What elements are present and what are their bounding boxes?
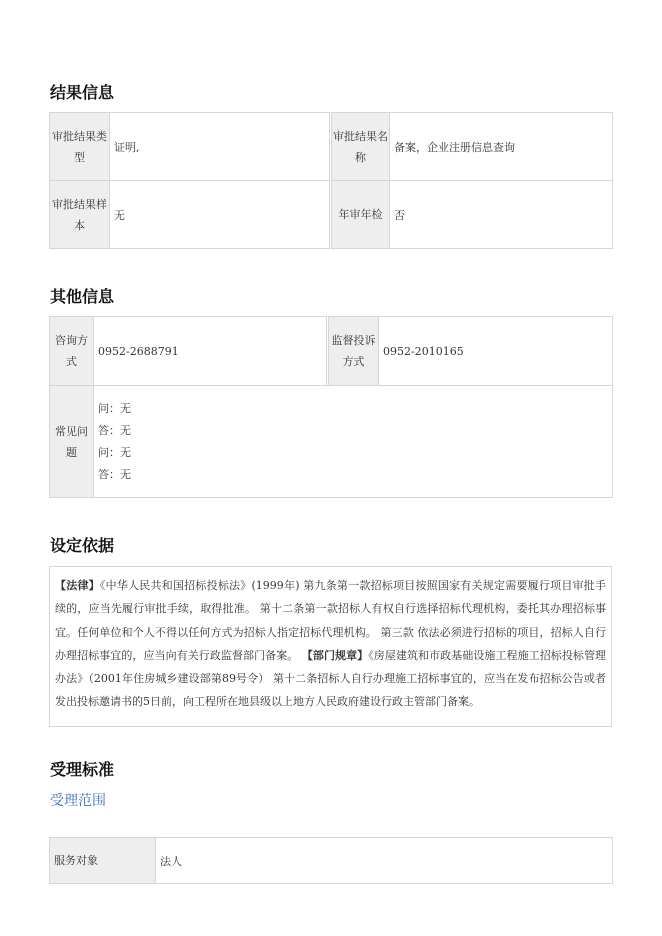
result-type-value: 证明,: [110, 113, 330, 181]
consult-value: 0952-2688791: [94, 317, 327, 386]
law-text: 《中华人民共和国招标投标法》(1999年) 第九条第一款招标项目按照国家有关规定需要履行项目审批手续的，应当先履行审批手续，取得批准。 第十二条第一款招标人有权自行选择招标代理机构，委托其办理招标事宜。任何单位和个人不得以任何方式为招标人指定招标代理机构。 第三款 依法必须进行招标的项目，招标人自行办理招标事宜的，应当向有关行政监督部门备案。: [55, 579, 606, 662]
section-title-other-info: 其他信息: [50, 287, 115, 306]
other-info-table: [49, 316, 613, 498]
result-sample-value: 无: [110, 181, 330, 249]
annual-check-label: 年审年检: [332, 181, 390, 249]
annual-check-value: 否: [390, 181, 613, 249]
faq-line: 答：无: [98, 423, 131, 437]
section-title-acceptance: 受理标准: [50, 760, 115, 779]
result-info-table: [49, 112, 613, 249]
law-tag: 【法律】: [55, 579, 100, 592]
basis-content: [49, 566, 612, 727]
result-name-value: 备案，企业注册信息查询: [390, 113, 613, 181]
rule-text: 《房屋建筑和市政基础设施工程施工招标投标管理办法》（2001年住房城乡建设部第89号令） 第十二条招标人自行办理施工招标事宜的，应当在发布招标公告或者发出投标邀请书的5日前，向工程所在地县级以上地方人民政府建设行政主管部门备案。: [55, 648, 607, 709]
result-type-label: 审批结果类型: [50, 113, 110, 181]
result-sample-label: 审批结果样本: [50, 181, 110, 249]
service-target-value: 法人: [156, 838, 613, 884]
scope-table: [49, 837, 613, 884]
faq-line: 问：无: [98, 445, 131, 459]
service-target-label: 服务对象: [50, 838, 156, 884]
faq-content: [94, 386, 613, 498]
faq-label: 常见问题: [50, 386, 94, 498]
result-name-label: 审批结果名称: [332, 113, 390, 181]
section-title-basis: 设定依据: [50, 536, 115, 555]
faq-line: 问：无: [98, 401, 131, 415]
faq-line: 答：无: [98, 467, 131, 481]
consult-label: 咨询方式: [50, 317, 94, 386]
complaint-label: 监督投诉方式: [329, 317, 379, 386]
rule-tag: 【部门规章】: [301, 648, 369, 662]
section-title-result-info: 结果信息: [50, 83, 115, 102]
subsection-title-acceptance-scope: 受理范围: [50, 793, 106, 809]
complaint-value: 0952-2010165: [379, 317, 613, 386]
